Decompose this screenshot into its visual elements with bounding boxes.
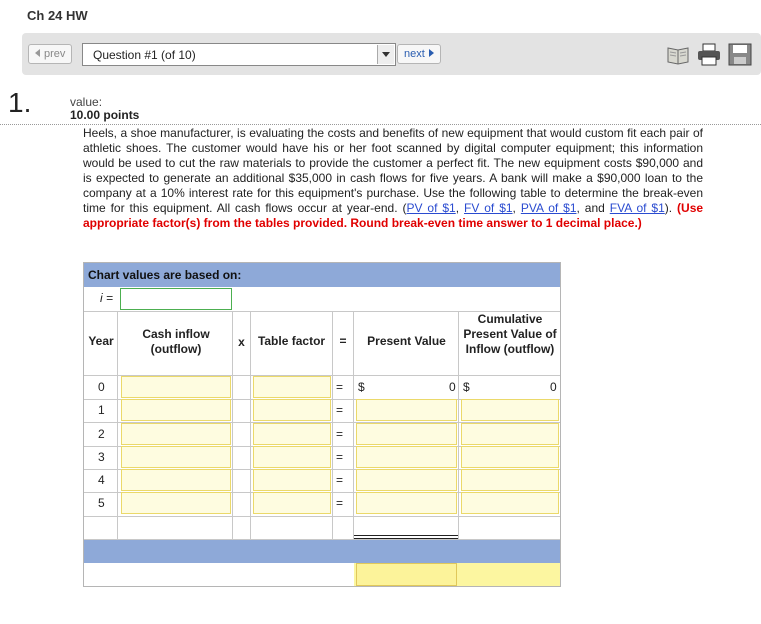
fv-link[interactable]: FV of $1 — [463, 201, 513, 215]
table-header: Chart values are based on: — [88, 268, 242, 282]
cum-input-1[interactable] — [461, 399, 559, 421]
cum-value-0: 0 — [550, 380, 557, 394]
year-cell: 4 — [98, 473, 105, 487]
cum-input-3[interactable] — [461, 446, 559, 468]
col-cash-inflow: Cash inflow (outflow) — [142, 327, 210, 356]
pv-input-1[interactable] — [356, 399, 457, 421]
i-label: i = — [100, 291, 114, 305]
pv-link[interactable]: PV of $1 — [406, 201, 456, 215]
cash-input-0[interactable] — [121, 376, 231, 398]
col-table-factor: Table factor — [257, 334, 326, 348]
cash-input-3[interactable] — [121, 446, 231, 468]
factor-input-1[interactable] — [253, 399, 331, 421]
pv-input-4[interactable] — [356, 469, 457, 491]
pv-input-5[interactable] — [356, 492, 457, 514]
year-cell: 5 — [98, 496, 105, 510]
fva-link[interactable]: FVA of $1 — [609, 201, 665, 215]
col-equals: = — [339, 334, 347, 348]
year-cell: 1 — [98, 403, 105, 417]
dollar-sign: $ — [463, 380, 470, 394]
right-arrow-icon — [429, 49, 434, 57]
save-icon[interactable] — [727, 42, 753, 66]
equals-sign: = — [336, 473, 344, 487]
factor-input-4[interactable] — [253, 469, 331, 491]
instruction-text: (Use appropriate factor(s) from the tables provided. Round break-even time answer to 1 decimal place.) — [83, 201, 704, 230]
year-cell: 2 — [98, 427, 105, 441]
prev-button[interactable]: prev — [28, 44, 72, 64]
equals-sign: = — [336, 450, 344, 464]
left-arrow-icon — [35, 49, 40, 57]
cash-input-2[interactable] — [121, 423, 231, 445]
cash-input-5[interactable] — [121, 492, 231, 514]
col-x: x — [238, 335, 245, 349]
cash-input-4[interactable] — [121, 469, 231, 491]
equals-sign: = — [336, 496, 344, 510]
cash-input-1[interactable] — [121, 399, 231, 421]
col-cumulative-pv: Cumulative Present Value of Inflow (outflow) — [463, 312, 557, 356]
cum-input-5[interactable] — [461, 492, 559, 514]
factor-input-2[interactable] — [253, 423, 331, 445]
print-icon[interactable] — [696, 42, 722, 66]
pv-input-3[interactable] — [356, 446, 457, 468]
pv-input-2[interactable] — [356, 423, 457, 445]
break-even-input[interactable] — [356, 563, 457, 586]
pva-link[interactable]: PVA of $1 — [520, 201, 577, 215]
next-button[interactable]: next — [397, 44, 441, 64]
interest-rate-input[interactable] — [120, 288, 232, 310]
cum-input-2[interactable] — [461, 423, 559, 445]
table-header-band — [84, 263, 560, 287]
question-select[interactable] — [82, 43, 396, 66]
break-even-table — [83, 262, 561, 587]
question-select-value: Question #1 (of 10) — [93, 48, 196, 62]
factor-input-5[interactable] — [253, 492, 331, 514]
equals-sign: = — [336, 427, 344, 441]
col-present-value: Present Value — [367, 334, 446, 348]
cum-input-4[interactable] — [461, 469, 559, 491]
footer-band — [84, 540, 560, 563]
equals-sign: = — [336, 380, 344, 394]
year-cell: 3 — [98, 450, 105, 464]
factor-input-3[interactable] — [253, 446, 331, 468]
points-label: 10.00 points — [70, 108, 140, 122]
equals-sign: = — [336, 403, 344, 417]
factor-input-0[interactable] — [253, 376, 331, 398]
question-text: Heels, a shoe manufacturer, is evaluating the costs and benefits of new equipment that would custom fit each pair of athletic shoes. The customer would have his or her foot scanned by digital computer equipment; this information would be used to cut the raw materials to provide the customer a perfect fit. The new equipment costs $90,000 and is expected to generate an additional $35,000 in cash flows for five years. A bank will make a $90,000 loan to the company at a 10% interest rate for this equipment's purchase. Use the following table to determine the break-even time for this equipment. All cash flows occur at year-end. (PV of $1, FV of $1, PVA of $1, and FVA of $1). (Use appropriate factor(s) from the tables provided. Round break-even time answer to 1 decimal place.) — [83, 126, 704, 230]
question-nav-bar — [22, 33, 761, 75]
col-year: Year — [88, 334, 114, 348]
dollar-sign: $ — [358, 380, 365, 394]
year-cell: 0 — [98, 380, 105, 394]
value-label: value: — [70, 95, 103, 109]
divider — [0, 124, 761, 125]
pv-value-0: 0 — [449, 380, 456, 394]
question-number: 1. — [8, 87, 32, 118]
page-title: Ch 24 HW — [27, 8, 88, 23]
dropdown-arrow-icon[interactable] — [377, 45, 394, 64]
book-icon[interactable] — [665, 42, 691, 66]
